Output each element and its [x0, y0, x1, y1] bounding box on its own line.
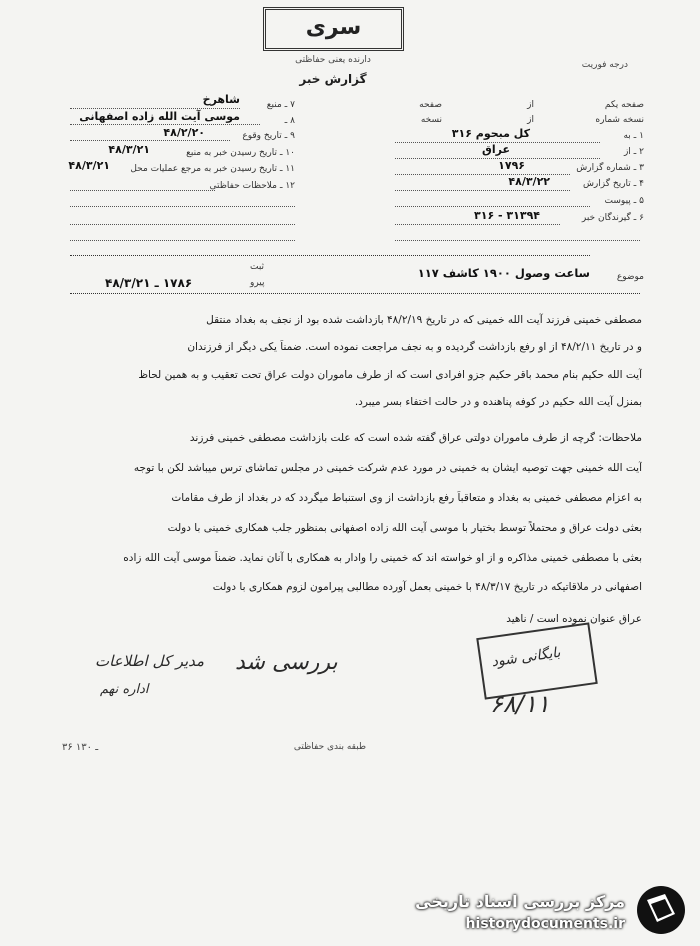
- ops-receipt-value: ۴۸/۳/۲۱: [68, 159, 110, 172]
- ops-receipt-label: ۱۱ ـ تاریخ رسیدن خبر به مرجع عملیات محل: [130, 164, 295, 174]
- body-line: آیت الله حکیم بنام محمد باقر حکیم جزو افرادی است که از طرف ماموران دولت عراق تحت تعقیب و به همین لحاظ: [138, 369, 642, 381]
- protection-notes-label: ۱۲ ـ ملاحظات حفاظتی: [209, 181, 295, 191]
- body-line: اصفهانی در ملاقاتیکه در تاریخ ۴۸/۳/۱۷ با خمینی بعمل آورده مطالبی پیرامون لزوم همکاری با دولت: [212, 581, 642, 593]
- body-line: به اعزام مصطفی خمینی به بغداد و متعاقباً رفع بازداشت از وی استنباط میگردد که در بغداد از طرف مقامات: [171, 492, 642, 504]
- subject-person-label: ۸ ـ: [284, 116, 295, 126]
- classification-text: سری: [305, 15, 362, 40]
- report-date-value: ۴۸/۳/۲۲: [508, 175, 550, 188]
- body-line: آیت الله خمینی جهت توصیه ایشان به خمینی در مورد عدم شرکت خمینی در مجلس تماشای ترس میباشد لکن با توجه: [133, 462, 642, 474]
- watermark: [395, 870, 695, 940]
- page-of: از: [527, 100, 534, 110]
- record-value: ۱۷۸۶ ـ ۴۸/۳/۲۱: [105, 276, 193, 290]
- report-type: گزارش خبر: [299, 72, 367, 86]
- from-label: ۲ ـ از: [623, 147, 644, 157]
- doc-number: ۳۶ ـ ۱۳۰: [62, 742, 99, 753]
- report-number-label: ۳ ـ شماره گزارش: [576, 163, 644, 173]
- record-label: ثبت: [250, 262, 265, 272]
- body-line: مصطفی خمینی فرزند آیت الله خمینی که در تاریخ ۴۸/۲/۱۹ بازداشت شده بود از نجف به بغداد منتقل: [206, 314, 642, 326]
- classification-stamp: [263, 7, 404, 51]
- signature-left-top: مدیر کل اطلاعات: [95, 652, 205, 670]
- archive-number: ۶۸/۱۱: [490, 690, 550, 718]
- source-receipt-value: ۴۸/۳/۲۱: [108, 143, 150, 156]
- report-number-value: ۱۷۹۶: [498, 159, 525, 172]
- body-line: بعثی دولت عراق و محتملاً توسط بختیار با موسی آیت الله زاده اصفهانی بمنظور جلب همکاری خمینی با دولت: [167, 522, 642, 534]
- signature-left-bottom: اداره نهم: [100, 682, 149, 697]
- archive-stamp-text: بایگانی شود: [490, 644, 562, 671]
- watermark-title: مرکز بررسی اسناد تاریخی: [415, 892, 625, 911]
- footer-office: طبقه بندی حفاظتی: [293, 742, 367, 752]
- signature-center: بررسی شد: [235, 650, 338, 675]
- from-value: عراق: [482, 143, 510, 156]
- archive-logo-icon: [635, 884, 687, 936]
- page-label: صفحه یکم: [604, 100, 644, 110]
- priority-label: درجه فوریت: [581, 60, 628, 70]
- recipients-label: ۶ ـ گیرندگان خبر: [581, 213, 644, 223]
- follow-label: پیرو: [250, 278, 265, 288]
- recipients-value: ۳۱۳۹۴ - ۳۱۶: [474, 209, 540, 222]
- subject-text: ساعت وصول ۱۹۰۰ کاشف ۱۱۷: [417, 266, 590, 280]
- body-line: ملاحظات: گرچه از طرف ماموران دولتی عراق گفته شده است که علت بازداشت مصطفی خمینی فرزند: [189, 432, 642, 444]
- subject-label: موضوع: [616, 272, 644, 282]
- watermark-url: historydocuments.ir: [465, 916, 625, 932]
- source-label: ۷ ـ منبع: [266, 100, 295, 110]
- body-line: عراق عنوان نموده است / ناهید: [506, 613, 642, 625]
- subject-person-value: موسی آیت الله زاده اصفهانی: [79, 110, 240, 123]
- event-date-label: ۹ ـ تاریخ وقوع: [242, 131, 295, 141]
- attachment-label: ۵ ـ پیوست: [604, 196, 644, 206]
- source-value: شاهرخ: [202, 93, 240, 106]
- unit-label: دارنده یعنی حفاظتی: [295, 55, 371, 65]
- source-receipt-label: ۱۰ ـ تاریخ رسیدن خبر به منبع: [186, 148, 295, 158]
- body-line: بعثی با مصطفی خمینی مذاکره و از او خواسته اند که خمینی را وادار به همکاری با آنان نماید. ضمناً موسی آیت الله زاده: [123, 552, 642, 564]
- archive-stamp: [476, 622, 598, 699]
- body-line: و در تاریخ ۴۸/۲/۱۱ از او رفع بازداشت گردیده و به نجف مراجعت نموده است. ضمناً یکی دیگر از فرزندان: [187, 341, 642, 353]
- page-end: صفحه: [419, 100, 442, 110]
- copy-label: نسخه شماره: [595, 115, 644, 125]
- body-line: بمنزل آیت الله حکیم در کوفه پناهنده و در حالت اختفاء بسر میبرد.: [354, 396, 642, 408]
- copy-end: نسخه: [420, 115, 442, 125]
- report-date-label: ۴ ـ تاریخ گزارش: [582, 179, 644, 189]
- to-value: کل مبحوم ۳۱۶: [451, 127, 530, 140]
- event-date-value: ۴۸/۲/۲۰: [163, 126, 205, 139]
- copy-of: از: [527, 115, 534, 125]
- to-label: ۱ ـ به: [623, 131, 644, 141]
